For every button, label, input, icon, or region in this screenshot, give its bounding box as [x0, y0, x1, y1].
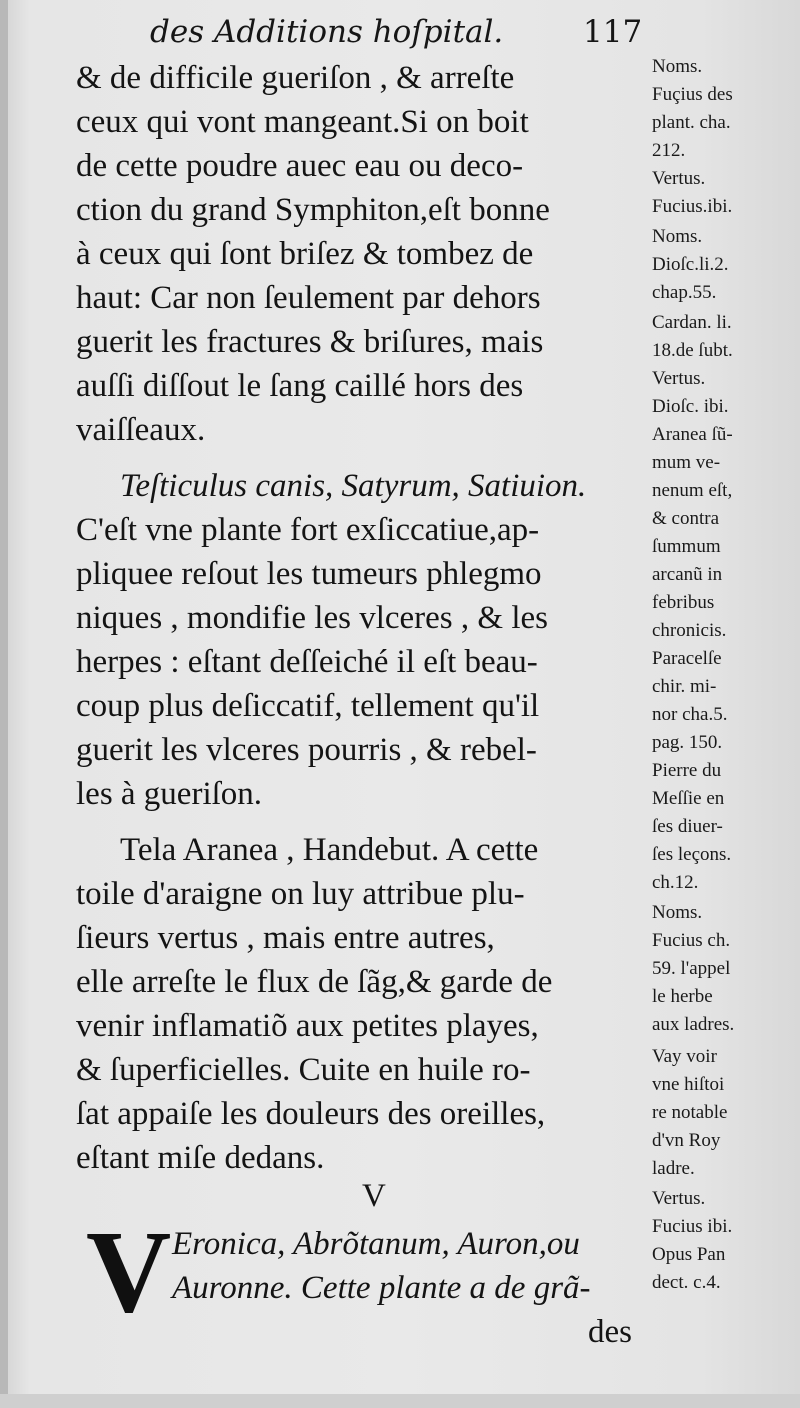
page-left-edge	[0, 0, 8, 1408]
margin-note: Vay voir	[652, 1046, 717, 1067]
drop-cap: V	[86, 1206, 172, 1337]
margin-note: ſes leçons.	[652, 844, 732, 865]
margin-note: Fucius.ibi.	[652, 196, 733, 217]
margin-note: plant. cha.	[652, 112, 731, 133]
margin-note: Vertus.	[652, 1188, 706, 1209]
running-head	[150, 6, 643, 56]
text-line: ction du grand Symphiton,eſt bonne	[76, 192, 550, 228]
margin-note: aux ladres.	[652, 1014, 735, 1035]
margin-note: Paracelſe	[652, 648, 722, 669]
text-line: Auronne. Cette plante a de grã-	[172, 1270, 591, 1306]
margin-note: Fuçius des	[652, 84, 733, 105]
text-line: & ſuperficielles. Cuite en huile ro-	[76, 1052, 531, 1088]
margin-note: ſummum	[652, 536, 721, 557]
text-line: & de difficile gueriſon , & arreſte	[76, 60, 515, 96]
margin-note: d'vn Roy	[652, 1130, 721, 1151]
margin-note: ch.12.	[652, 872, 699, 893]
text-line: venir inflamatiõ aux petites playes,	[76, 1008, 539, 1044]
running-head-title: des Additions hoſpital.	[150, 14, 504, 50]
margin-note: le herbe	[652, 986, 713, 1007]
text-line: haut: Car non ſeulement par dehors	[76, 280, 541, 316]
page-bottom-edge	[0, 1394, 800, 1408]
text-line: herpes : eſtant deſſeiché il eſt beau-	[76, 644, 538, 680]
margin-note: chronicis.	[652, 620, 727, 641]
text-line: guerit les fractures & briſures, mais	[76, 324, 544, 360]
text-line: coup plus deſiccatif, tellement qu'il	[76, 688, 540, 724]
text-line: C'eſt vne plante fort exſiccatiue,ap-	[76, 512, 540, 548]
text-line: elle arreſte le flux de ſãg,& garde de	[76, 964, 553, 1000]
margin-note: nenum eſt,	[652, 480, 733, 501]
margin-note: ladre.	[652, 1158, 695, 1179]
text-line: toile d'araigne on luy attribue plu-	[76, 876, 525, 912]
margin-note: chap.55.	[652, 282, 717, 303]
text-line: guerit les vlceres pourris , & rebel-	[76, 732, 537, 768]
margin-note: Noms.	[652, 226, 703, 247]
margin-note: febribus	[652, 592, 715, 613]
margin-note: Vertus.	[652, 368, 706, 389]
page-number: 117	[583, 14, 643, 50]
margin-note: Noms.	[652, 902, 703, 923]
margin-note: mum ve-	[652, 452, 721, 473]
text-line: Eronica, Abrõtanum, Auron,ou	[172, 1226, 580, 1262]
margin-note: re notable	[652, 1102, 728, 1123]
margin-note: dect. c.4.	[652, 1272, 721, 1293]
text-line: ceux qui vont mangeant.Si on boit	[76, 104, 529, 140]
text-line: eſtant miſe dedans.	[76, 1140, 325, 1176]
text-line: des	[588, 1314, 632, 1350]
margin-note: Dioſc. ibi.	[652, 396, 729, 417]
margin-note: Pierre du	[652, 760, 722, 781]
margin-note: vne hiſtoi	[652, 1074, 725, 1095]
margin-note: Noms.	[652, 56, 703, 77]
margin-note: chir. mi-	[652, 676, 717, 697]
text-line: Tela Aranea , Handebut. A cette	[120, 832, 539, 868]
text-line: ſieurs vertus , mais entre autres,	[76, 920, 495, 956]
margin-note: Cardan. li.	[652, 312, 732, 333]
text-line: pliquee reſout les tumeurs phlegmo	[76, 556, 542, 592]
margin-note: pag. 150.	[652, 732, 723, 753]
text-line: à ceux qui ſont briſez & tombez de	[76, 236, 534, 272]
text-line: ſat appaiſe les douleurs des oreilles,	[76, 1096, 546, 1132]
margin-note: 212.	[652, 140, 686, 161]
margin-note: 59. l'appel	[652, 958, 731, 979]
margin-note: Aranea ſũ-	[652, 424, 733, 445]
section-letter: V	[362, 1178, 386, 1214]
margin-note: Opus Pan	[652, 1244, 726, 1265]
text-line: auſſi diſſout le ſang caillé hors des	[76, 368, 524, 404]
text-line: niques , mondifie les vlceres , & les	[76, 600, 548, 636]
margin-note: arcanũ in	[652, 564, 723, 585]
margin-note: Vertus.	[652, 168, 706, 189]
text-line: de cette poudre auec eau ou deco-	[76, 148, 524, 184]
text-line: vaiſſeaux.	[76, 412, 206, 448]
text-line: les à gueriſon.	[76, 776, 263, 812]
margin-note: Fucius ch.	[652, 930, 731, 951]
margin-note: Fucius ibi.	[652, 1216, 733, 1237]
margin-note: ſes diuer-	[652, 816, 723, 837]
margin-note: Dioſc.li.2.	[652, 254, 729, 275]
margin-note: 18.de ſubt.	[652, 340, 733, 361]
section-heading: Teſticulus canis, Satyrum, Satiuion.	[120, 468, 587, 504]
margin-note: Meſſie en	[652, 788, 725, 809]
margin-note: nor cha.5.	[652, 704, 728, 725]
margin-note: & contra	[652, 508, 720, 529]
